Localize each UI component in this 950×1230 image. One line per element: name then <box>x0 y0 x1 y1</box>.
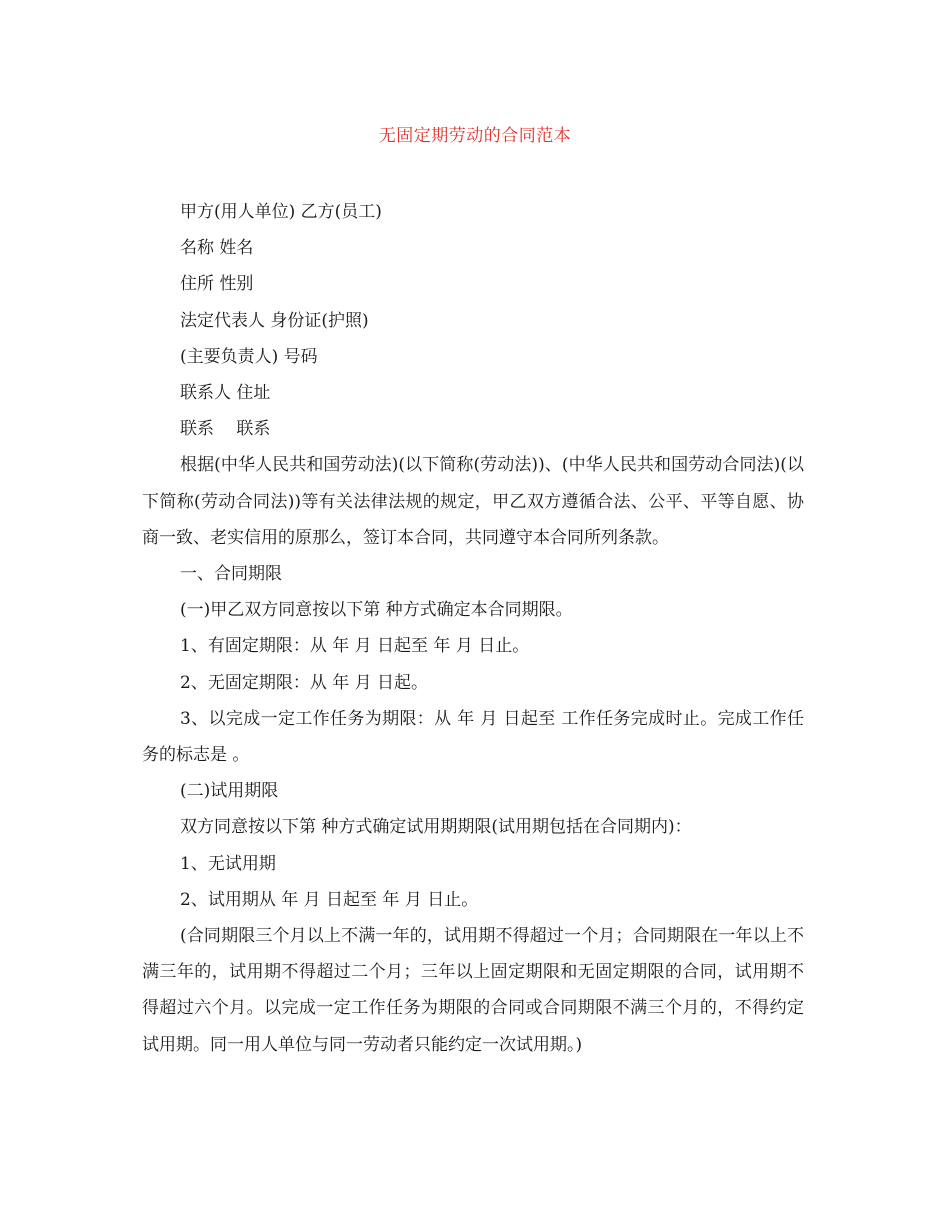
contact-person-line: 联系人 住址 <box>180 383 271 404</box>
probation-note-paragraph: (合同期限三个月以上不满一年的，试用期不得超过一个月；合同期限在一年以上不满三年的，试用期不得超过二个月；三年以上固定期限和无固定期限的合同，试用期不得超过六个月。以完成一定工作任务为期限的合同或合同期限不满三个月的，不得约定试用期。同一用人单位与同一劳动者只能约定一次试用期。) <box>142 926 804 1055</box>
fixed-term-option: 1、有固定期限：从 年 月 日起至 年 月 日止。 <box>180 636 530 657</box>
legal-rep-line: 法定代表人 身份证(护照) <box>180 310 369 331</box>
probation-period-option: 2、试用期从 年 月 日起至 年 月 日止。 <box>180 889 479 910</box>
probation-method-clause: 双方同意按以下第 种方式确定试用期期限(试用期包括在合同期内)： <box>180 817 692 838</box>
name-line: 名称 姓名 <box>180 238 254 259</box>
address-line: 住所 性别 <box>180 274 254 295</box>
subsection-heading-probation: (二)试用期限 <box>180 781 279 802</box>
contact-line: 联系 联系 <box>180 419 271 440</box>
term-method-clause: (一)甲乙双方同意按以下第 种方式确定本合同期限。 <box>180 600 573 621</box>
open-term-option: 2、无固定期限：从 年 月 日起。 <box>180 672 429 693</box>
section-heading-term: 一、合同期限 <box>180 564 282 585</box>
principal-line: (主要负责人) 号码 <box>180 346 318 367</box>
party-header: 甲方(用人单位) 乙方(员工) <box>180 202 382 222</box>
document-title: 无固定期劳动的合同范本 <box>378 126 572 146</box>
document-body <box>142 194 804 1063</box>
preamble-paragraph: 根据(中华人民共和国劳动法)(以下简称(劳动法))、(中华人民共和国劳动合同法)(以下简称(劳动合同法))等有关法律法规的规定，甲乙双方遵循合法、公平、平等自愿、协商一致、老实信用的原那么，签订本合同，共同遵守本合同所列条款。 <box>142 455 804 548</box>
no-probation-option: 1、无试用期 <box>180 853 276 874</box>
task-term-option: 3、以完成一定工作任务为期限：从 年 月 日起至 工作任务完成时止。完成工作任务的标志是 。 <box>142 708 804 766</box>
